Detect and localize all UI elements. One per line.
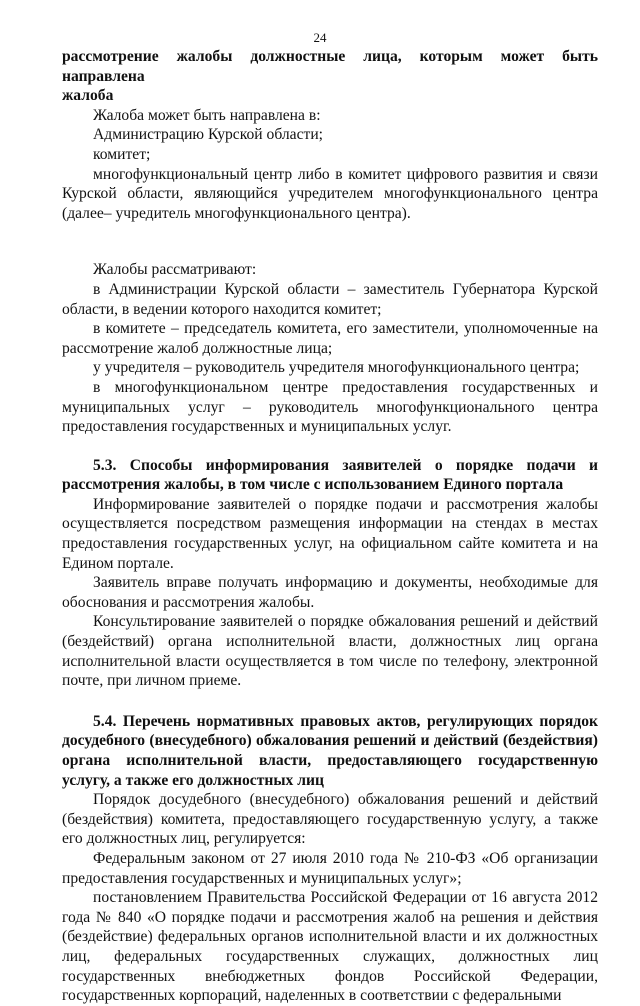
section-heading-5-3: 5.3. Способы информирования заявителей о порядке подачи и рассмотрения жалобы, в том числе с использованием Единого портала [62,456,598,494]
page-number: 24 [313,30,327,45]
paragraph: Жалоба может быть направлена в: [93,106,321,124]
paragraph: в Администрации Курской области – заместитель Губернатора Курской области, в ведении которого находится комитет; [62,280,598,318]
paragraph: многофункциональный центр либо в комитет цифрового развития и связи Курской области, являющийся учредителем многофункционального центра (далее– учредитель многофункционального центра). [62,165,598,222]
spacer [62,691,598,712]
paragraph: Федеральным законом от 27 июля 2010 года № 210-ФЗ «Об организации предоставления государственных и муниципальных услуг»; [62,849,598,887]
paragraph: Информирование заявителей о порядке подачи и рассмотрения жалобы осуществляется посредством размещения информации на стендах в местах предоставления государственных услуг, на официальном сайте комитета и на Едином портале. [62,495,598,572]
paragraph: Жалобы рассматривают: [93,261,257,279]
heading-continuation-line2: жалоба [62,87,114,105]
paragraph: Заявитель вправе получать информацию и документы, необходимые для обоснования и рассмотрения жалобы. [62,574,598,611]
paragraph: в многофункциональном центре предоставления государственных и муниципальных услуг – руководитель многофункционального центра предоставления государственных и муниципальных услуг. [62,378,598,436]
paragraph: в комитете – председатель комитета, его заместители, уполномоченные на рассмотрение жалоб должностные лица; [62,320,598,357]
paragraph: Консультирование заявителей о порядке обжалования решений и действий (бездействий) органа исполнительной власти, должностных лиц органа исполнительной власти осуществляется в том числе по телефону, электронной почте, при личном приеме. [62,613,598,690]
section-heading-5-4: 5.4. Перечень нормативных правовых актов, регулирующих порядок досудебного (внесудебного) обжалования решений и действий (бездействия) органа исполнительной власти, предоставляющего государственную услугу, а также его должностных лиц [62,712,598,789]
heading-continuation-line1: рассмотрение жалобы должностные лица, которым может быть направлена [62,48,598,85]
paragraph: Порядок досудебного (внесудебного) обжалования решений и действий (бездействия) комитета, предоставляющего государственную услугу, а также его должностных лиц, регулируется: [62,791,598,848]
spacer [62,223,598,260]
page-content [62,47,598,1006]
paragraph: комитет; [93,145,151,163]
paragraph: у учредителя – руководитель учредителя многофункционального центра; [93,359,580,377]
paragraph: постановлением Правительства Российской Федерации от 16 августа 2012 года № 840 «О порядке подачи и рассмотрения жалоб на решения и действия (бездействие) федеральных органов исполнительной власти и их должностных лиц, федеральных государственных служащих, должностных лиц государственных внебюджетных фондов Российской Федерации, государственных корпораций, наделенных в соответствии с федеральными [62,889,598,1005]
paragraph: Администрацию Курской области; [93,126,324,144]
spacer [62,437,598,456]
